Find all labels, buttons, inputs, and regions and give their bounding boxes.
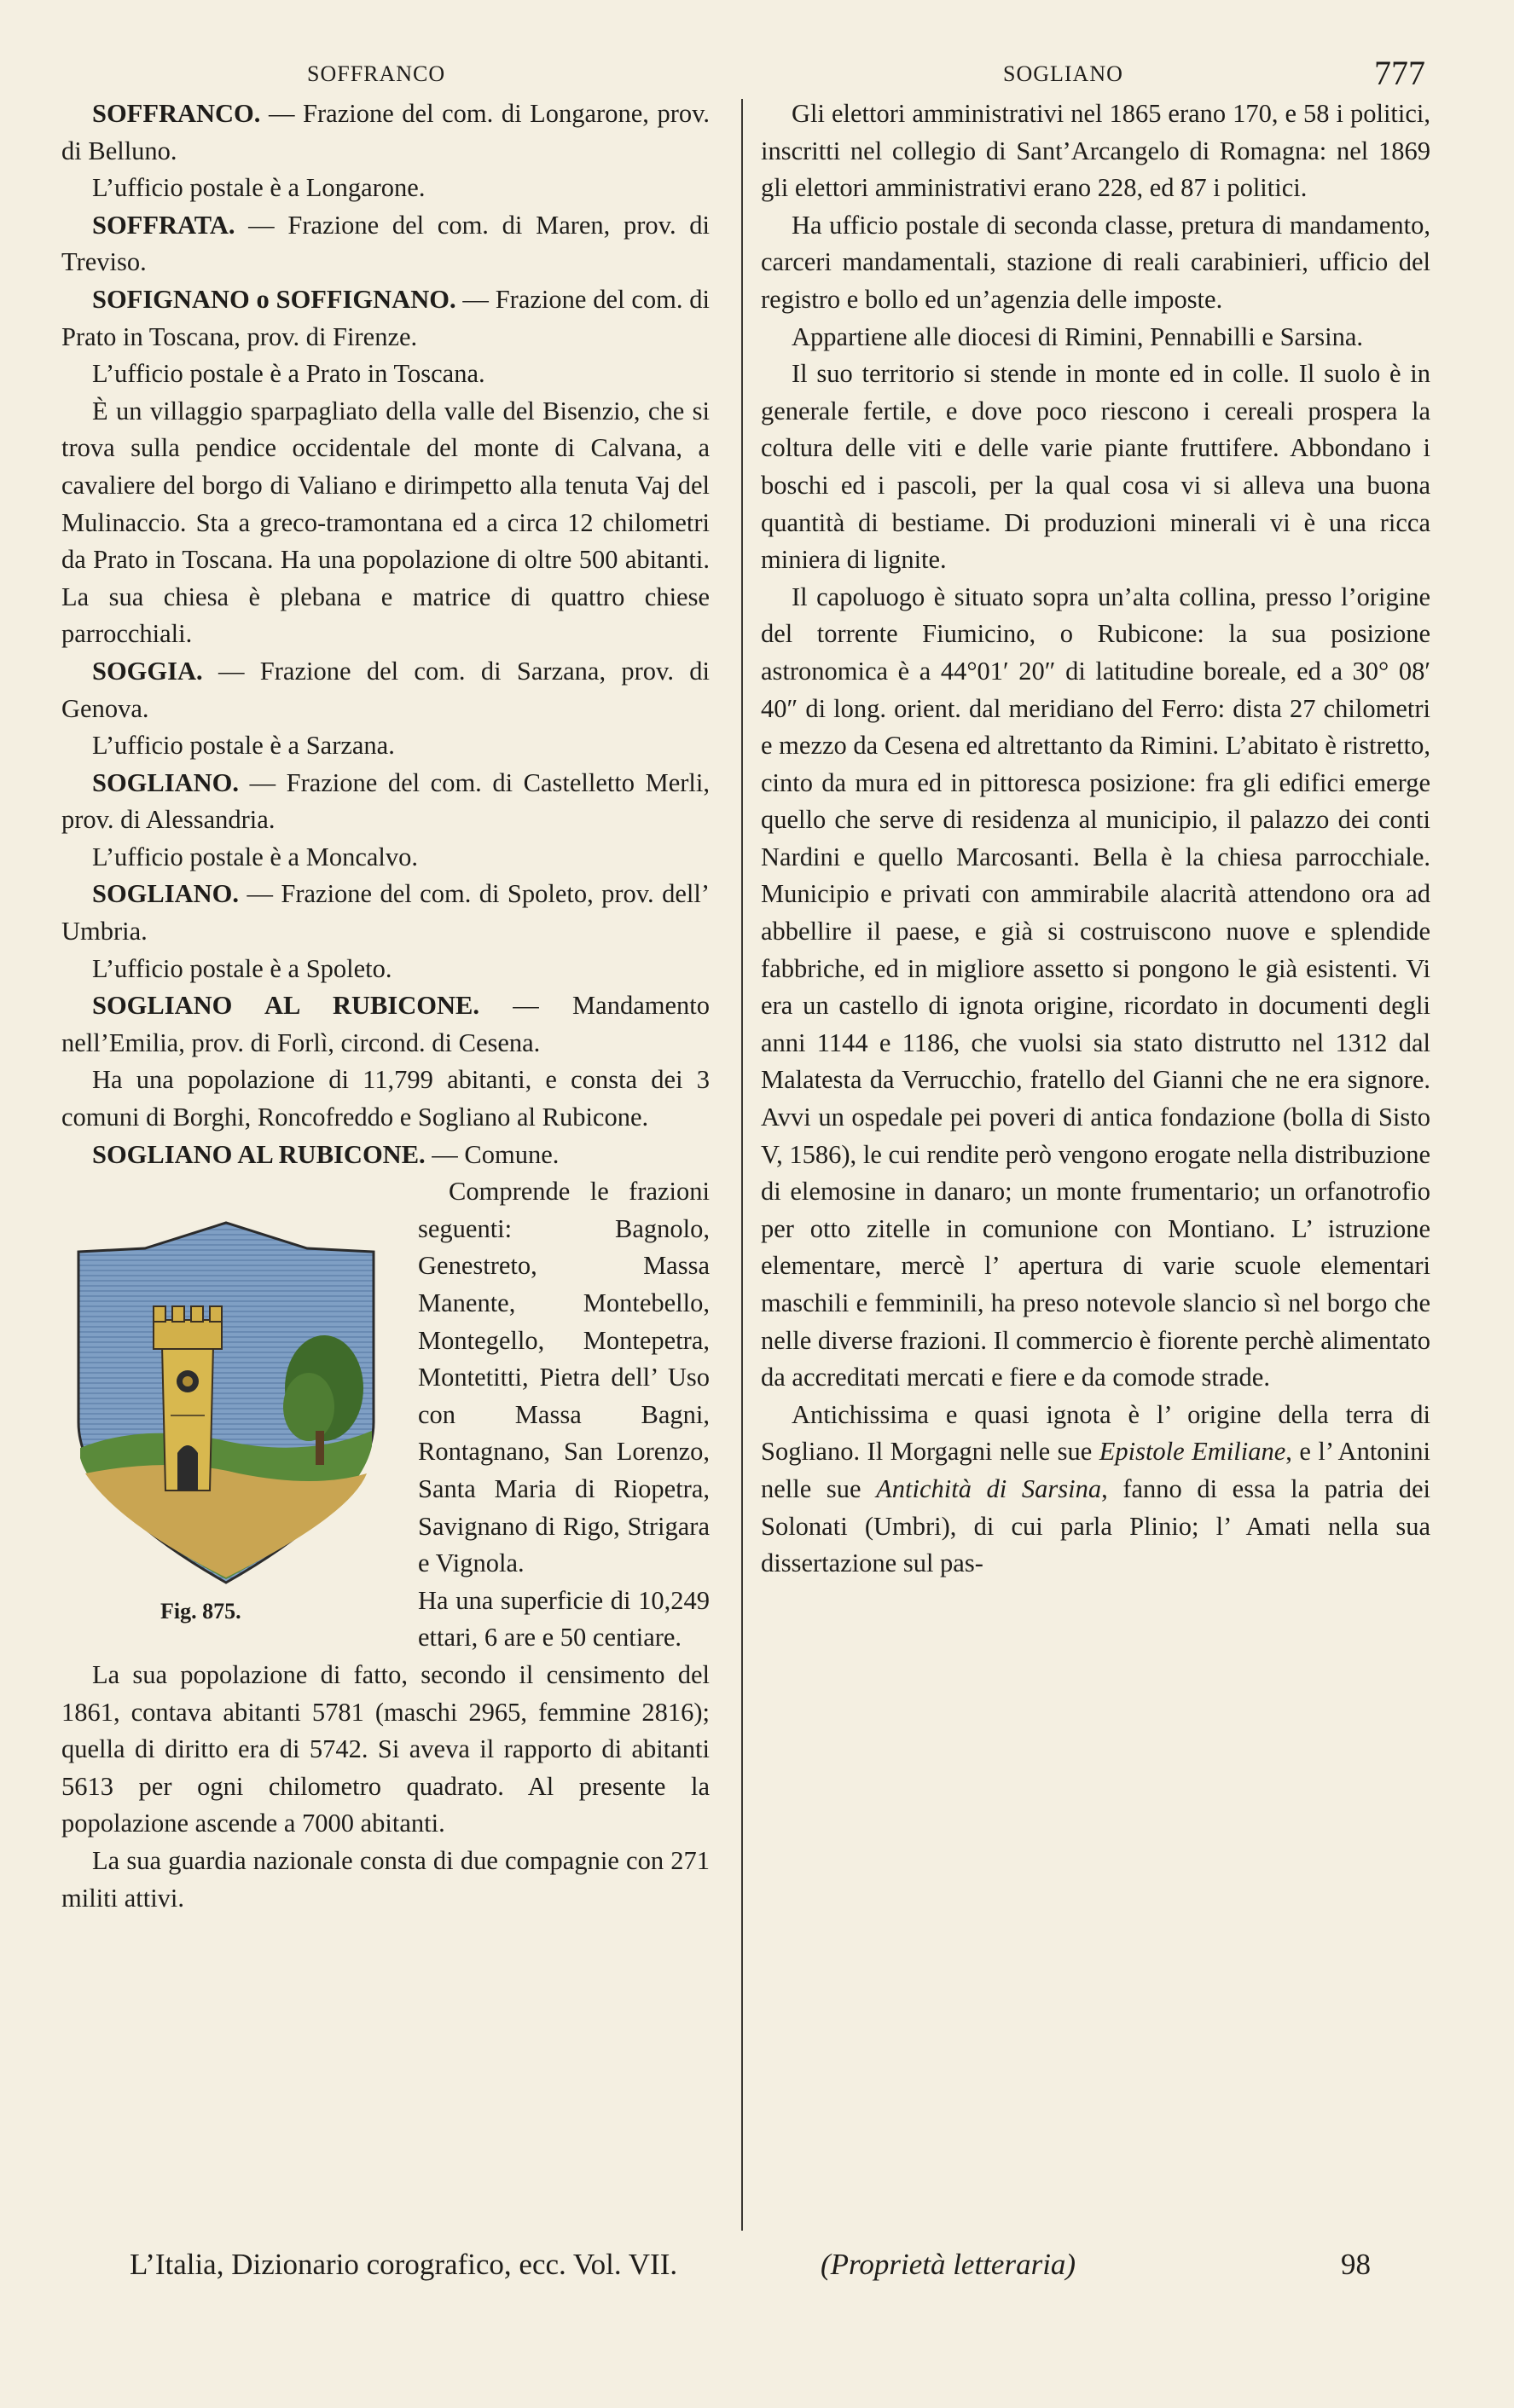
entry-headword: SOGLIANO AL RUBICONE. <box>92 991 479 1021</box>
entry-text: È un villaggio sparpagliato della valle del Bisenzio, che si trova sulla pendice occidentale del monte di Calvana, a cavaliere del borgo di Valiano e dirimpetto alla tenuta Vaj del Mulinaccio. Sta a greco-tramontana ed a circa 12 chilometri da Prato in Toscana. Ha una popolazione di oltre 500 abitanti. La sua chiesa è plebana e matrice di quattro chiese parrocchiali. <box>61 396 710 649</box>
entry-text: Ha una popolazione di 11,799 abitanti, e consta dei 3 comuni di Borghi, Roncofreddo e Sogliano al Rubicone. <box>61 1065 710 1132</box>
entry-headword: SOGLIANO AL RUBICONE. <box>92 1139 426 1169</box>
footer-title: L’Italia, Dizionario corografico, ecc. Vol. VII. <box>130 2248 678 2281</box>
entry-text: — Frazione del com. di Spoleto, prov. dell’ Umbria. <box>61 879 710 946</box>
dictionary-entry <box>61 96 710 170</box>
entry-text: — Comune. <box>425 1139 560 1169</box>
column-divider <box>741 99 743 2231</box>
entry-text: L’ufficio postale è a Sarzana. <box>92 731 395 761</box>
dictionary-entry <box>61 281 710 356</box>
dictionary-entry <box>61 876 710 950</box>
entry-text: — Frazione del com. di Maren, prov. di Treviso. <box>61 210 710 277</box>
dictionary-entry <box>61 1137 710 1174</box>
entry-note <box>61 727 710 765</box>
right-last-title-2: Antichità di Sarsina <box>876 1473 1102 1503</box>
footer-sheet-number: 98 <box>1341 2248 1371 2281</box>
entry-text: L’ufficio postale è a Moncalvo. <box>92 842 418 871</box>
right-last-b: , e l’ Antonini nelle sue <box>761 1437 1431 1503</box>
entry-note <box>61 393 710 653</box>
entry-note <box>61 1062 710 1136</box>
entry-headword: SOGLIANO. <box>92 767 240 797</box>
entry-text: L’ufficio postale è a Spoleto. <box>92 953 392 983</box>
footer-rights: (Proprietà letteraria) <box>821 2248 1076 2281</box>
entry-text: L’ufficio postale è a Prato in Toscana. <box>92 359 485 389</box>
entry-note <box>61 356 710 393</box>
right-paragraph-1: Gli elettori amministrativi nel 1865 erano 170, e 58 i politici, inscritti nel collegio di Sant’Arcangelo di Romagna: nel 1869 gli elettori amministrativi erano 228, ed 87 i politici. <box>761 99 1430 203</box>
right-last-title-1: Epistole Emiliane <box>1099 1437 1286 1467</box>
right-paragraph-2: Ha ufficio postale di seconda classe, pretura di mandamento, carceri mandamentali, stazione di reali carabinieri, ufficio del registro e bollo ed un’agenzia delle imposte. <box>761 210 1430 314</box>
coat-of-arms-figure <box>58 1213 399 1632</box>
right-column <box>761 96 1430 1583</box>
page-number: 777 <box>1374 54 1425 92</box>
entry-headword: SOFFRANCO. <box>92 99 261 128</box>
dictionary-entry <box>61 987 710 1062</box>
right-paragraph-4: Il suo territorio si stende in monte ed in colle. Il suolo è in generale fertile, e dove poco riescono i cereali prospera la coltura delle viti e delle varie piante fruttifere. Abbondano i boschi ed i pascoli, per la qual cosa vi si alleva una buona quantità di bestiame. Di produzioni minerali vi è una ricca miniera di lignite. <box>761 359 1430 575</box>
right-last-c: , fanno di essa la patria dei Solonati (Umbri), di cui parla Plinio; l’ Amati nella sua dissertazione sul pas- <box>761 1473 1431 1578</box>
dictionary-entry <box>61 765 710 839</box>
entry-headword: SOGLIANO. <box>92 879 240 909</box>
coat-of-arms-shield <box>68 1218 384 1584</box>
dictionary-entry <box>61 653 710 727</box>
entry-headword: SOFFRATA. <box>92 210 235 240</box>
entry-headword: SOGGIA. <box>92 656 203 686</box>
dictionary-entry <box>61 207 710 281</box>
entry-text: L’ufficio postale è a Longarone. <box>92 173 426 203</box>
entry-text: — Frazione del com. di Longarone, prov. di Belluno. <box>61 99 710 165</box>
right-paragraph-3: Appartiene alle diocesi di Rimini, Pennabilli e Sarsina. <box>792 321 1364 351</box>
right-paragraph-5: Il capoluogo è situato sopra un’alta collina, presso l’origine del torrente Fiumicino, o Rubicone: la sua posizione astronomica è a 44°01′ 20″ di latitudine boreale, ed a 30° 08′ 40″ di long. orient. dal meridiano del Ferro: dista 27 chilometri e mezzo da Cesena ed altrettanto da Rimini. L’abitato è ristretto, cinto da mura ed in pittoresca posizione: fra gli edifici emerge quello che serve di residenza al municipio, il palazzo dei conti Nardini e quello Marcosanti. Bella è la chiesa parrocchiale. Municipio e privati con ammirabile alacrità attendono ora ad abbellire il paese, e già si costruiscono nuove e splendide fabbriche, ed in migliore assetto si pongono le già esistenti. Vi era un castello di ignota origine, ricordato in documenti degli anni 1144 e 1186, che vuolsi sia stato distrutto nel 1312 dal Malatesta da Verrucchio, fratello del Gianni che ne era signore. Avvi un ospedale pei poveri di antica fondazione (bolla di Sisto V, 1586), le cui rendite però vengono erogate nella distribuzione di elemosine in danaro; un monte frumentario; un orfanotrofio per otto zitelle in comunione con Montiano. L’ istruzione elementare, mercè l’ apertura di varie scuole elementari maschili e femminili, ha preso notevole slancio sì nel borgo che nelle diverse frazioni. Il commercio è fiorente perchè alimentato da accreditati mercati e fiere e da comode strade. <box>761 582 1431 1392</box>
left-column <box>61 96 710 1917</box>
entry-headword: SOFIGNANO o SOFFIGNANO. <box>92 284 456 314</box>
entry-text: — Frazione del com. di Prato in Toscana, prov. di Firenze. <box>61 284 711 351</box>
running-head-left: SOFFRANCO <box>307 61 446 86</box>
entry-note <box>61 839 710 877</box>
entry-text: — Frazione del com. di Sarzana, prov. di Genova. <box>61 656 710 723</box>
running-head-right: SOGLIANO <box>1003 61 1123 86</box>
figure-caption: Fig. 875. <box>160 1599 241 1624</box>
left-tail-1: La sua popolazione di fatto, secondo il censimento del 1861, contava abitanti 5781 (maschi 2965, femmine 2816); quella di diritto era di 5742. Si aveva il rapporto di abitanti 5613 per ogni chilometro quadrato. Al presente la popolazione ascende a 7000 abitanti. <box>61 1659 710 1838</box>
left-tail-2: La sua guardia nazionale consta di due compagnie con 271 militi attivi. <box>61 1845 710 1913</box>
entry-text: — Frazione del com. di Castelletto Merli, prov. di Alessandria. <box>61 767 710 835</box>
entry-note <box>61 170 710 207</box>
right-paragraph-6 <box>761 1397 1430 1583</box>
left-entries <box>61 96 710 1173</box>
comune-intro: Comprende le frazioni seguenti: Bagnolo, Genestreto, Massa Manente, Montebello, Montegello, Montepetra, Montetitti, Pietra dell’ Uso con Massa Bagni, Rontagnano, San Lorenzo, Santa Maria di Riopetra, Savignano di Rigo, Strigara e Vignola. <box>418 1177 710 1578</box>
superficie: Ha una superficie di 10,249 ettari, 6 are e 50 centiare. <box>418 1585 710 1653</box>
right-last-a: Antichissima e quasi ignota è l’ origine della terra di Sogliano. Il Morgagni nelle sue <box>761 1399 1430 1467</box>
entry-note <box>61 951 710 988</box>
entry-text: — Mandamento nell’Emilia, prov. di Forlì, circond. di Cesena. <box>61 991 710 1057</box>
